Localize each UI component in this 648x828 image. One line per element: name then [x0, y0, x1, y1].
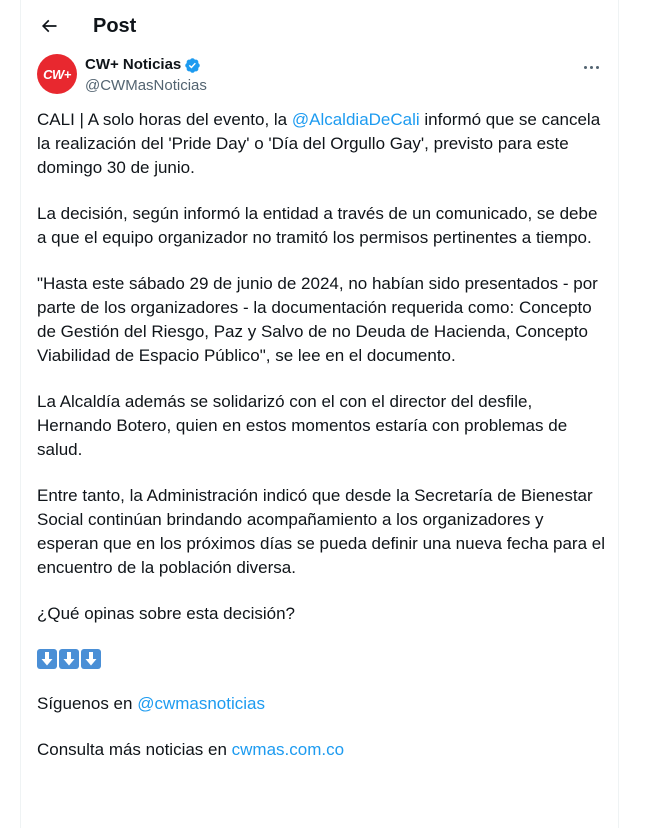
author-row — [37, 54, 602, 98]
author-handle[interactable]: @CWMasNoticias — [85, 77, 207, 94]
avatar-text: CW+ — [43, 66, 71, 82]
back-button[interactable] — [34, 11, 64, 41]
author-name-link[interactable] — [85, 55, 201, 75]
post-paragraph-6: ¿Qué opinas sobre esta decisión? — [37, 604, 295, 623]
more-dot-icon — [590, 66, 593, 69]
post-paragraph-1: CALI | A solo horas del evento, la @AlcaldiaDeCali informó que se cancela la realización del 'Pride Day' o 'Día del Orgullo Gay', previsto para este domingo 30 de junio. — [37, 110, 601, 177]
display-name: CW+ Noticias — [85, 56, 182, 73]
post-text — [37, 108, 607, 784]
post-header — [21, 0, 618, 52]
post-paragraph-2: La decisión, según informó la entidad a través de un comunicado, se debe a que el equipo organizador no tramitó los permisos pertinentes a tiempo. — [37, 204, 598, 247]
mention-alcaldia-link[interactable]: @AlcaldiaDeCali — [291, 110, 420, 129]
down-arrow-emojis — [37, 648, 607, 670]
avatar[interactable] — [37, 54, 77, 94]
down-arrow-emoji-icon — [81, 649, 101, 669]
more-dot-icon — [584, 66, 587, 69]
down-arrow-emoji-icon — [59, 649, 79, 669]
down-arrow-emoji-icon — [37, 649, 57, 669]
more-dot-icon — [596, 66, 599, 69]
more-news-line: Consulta más noticias en cwmas.com.co — [37, 740, 345, 759]
arrow-left-icon — [39, 16, 59, 36]
post-paragraph-5: Entre tanto, la Administración indicó que desde la Secretaría de Bienestar Social continúan brindando acompañamiento a los organizadores y esperan que en los próximos días se pueda definir una nueva fecha para el encuentro de la población diversa. — [37, 486, 605, 577]
verified-badge-icon — [184, 57, 201, 74]
more-options-button[interactable] — [578, 54, 604, 80]
post-paragraph-3: "Hasta este sábado 29 de junio de 2024, no habían sido presentados - por parte de los organizadores - la documentación requerida como: Concepto de Gestión del Riesgo, Paz y Salvo de no Deuda de Hacienda, Concepto Viabilidad de Espacio Público", se lee en el documento. — [37, 274, 598, 365]
post-detail-column — [20, 0, 619, 828]
follow-handle-link[interactable]: @cwmasnoticias — [137, 694, 265, 713]
follow-line: Síguenos en @cwmasnoticias — [37, 694, 265, 713]
website-link[interactable]: cwmas.com.co — [231, 740, 345, 759]
page-title: Post — [93, 15, 137, 37]
post-paragraph-4: La Alcaldía además se solidarizó con el con el director del desfile, Hernando Botero, quien en estos momentos estaría con problemas de salud. — [37, 392, 568, 459]
